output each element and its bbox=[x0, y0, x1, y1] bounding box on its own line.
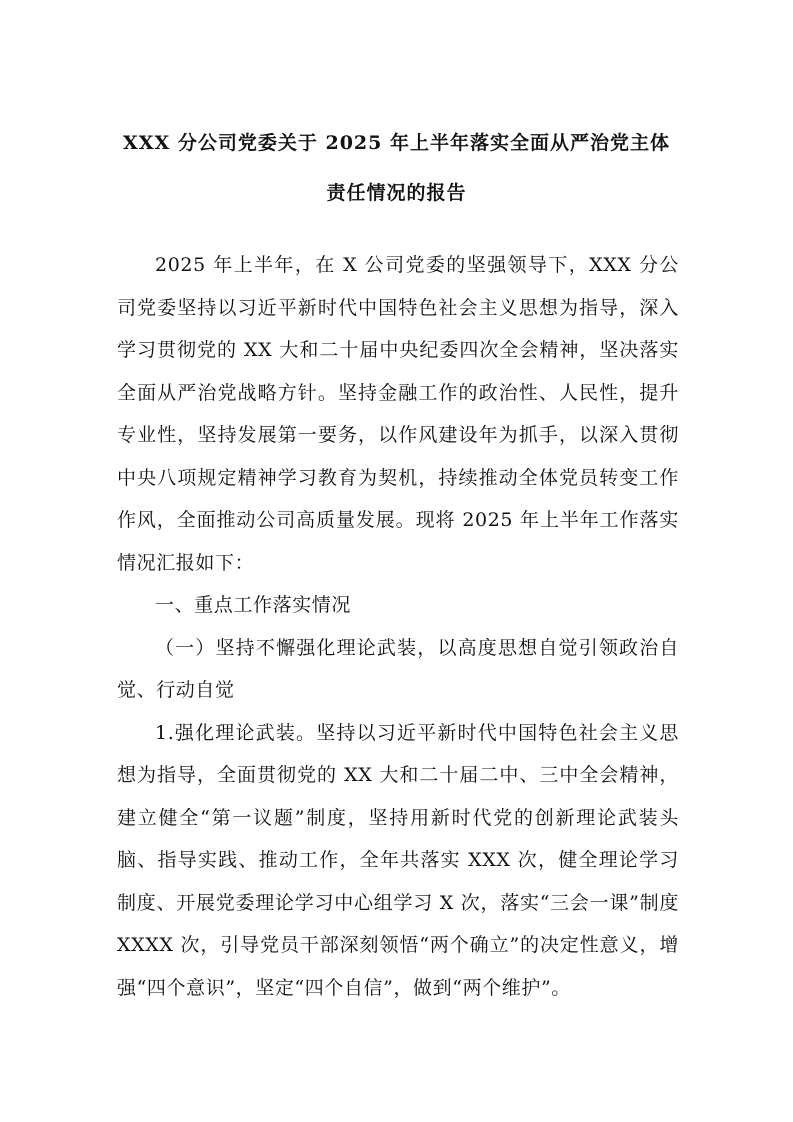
intro-paragraph: 2025 年上半年，在 X 公司党委的坚强领导下，XXX 分公司党委坚持以习近平新时代中国特色社会主义思想为指导，深入学习贯彻党的 XX 大和二十届中央纪委四次全会精神，坚决落实全面从严治党战略方针。坚持金融工作的政治性、人民性，提升专业性，坚持发展第一要务，以作风建设年为抓手，以深入贯彻中央八项规定精神学习教育为契机，持续推动全体党员转变工作作风，全面推动公司高质量发展。现将 2025 年上半年工作落实情况汇报如下： bbox=[117, 254, 679, 574]
document-title-line-2: 责任情况的报告 bbox=[326, 182, 467, 204]
item-paragraph: 1.强化理论武装。坚持以习近平新时代中国特色社会主义思想为指导，全面贯彻党的 XX 大和二十届二中、三中全会精神，建立健全“第一议题”制度，坚持用新时代党的创新理论武装头脑、指导实践、推动工作，全年共落实 XXX 次，健全理论学习制度、开展党委理论学习中心组学习 X 次，落实“三会一课”制度 XXXX 次，引导党员干部深刻领悟“两个确立”的决定性意义，增强“四个意识”，坚定“四个自信”，做到“两个维护”。 bbox=[117, 721, 679, 999]
document-title-line-1: XXX 分公司党委关于 2025 年上半年落实全面从严治党主体 bbox=[123, 132, 670, 154]
document-body bbox=[117, 244, 679, 1009]
section-heading: 一、重点工作落实情况 bbox=[155, 594, 352, 616]
subsection-heading: （一）坚持不懈强化理论武装，以高度思想自觉引领政治自觉、行动自觉 bbox=[117, 636, 679, 701]
